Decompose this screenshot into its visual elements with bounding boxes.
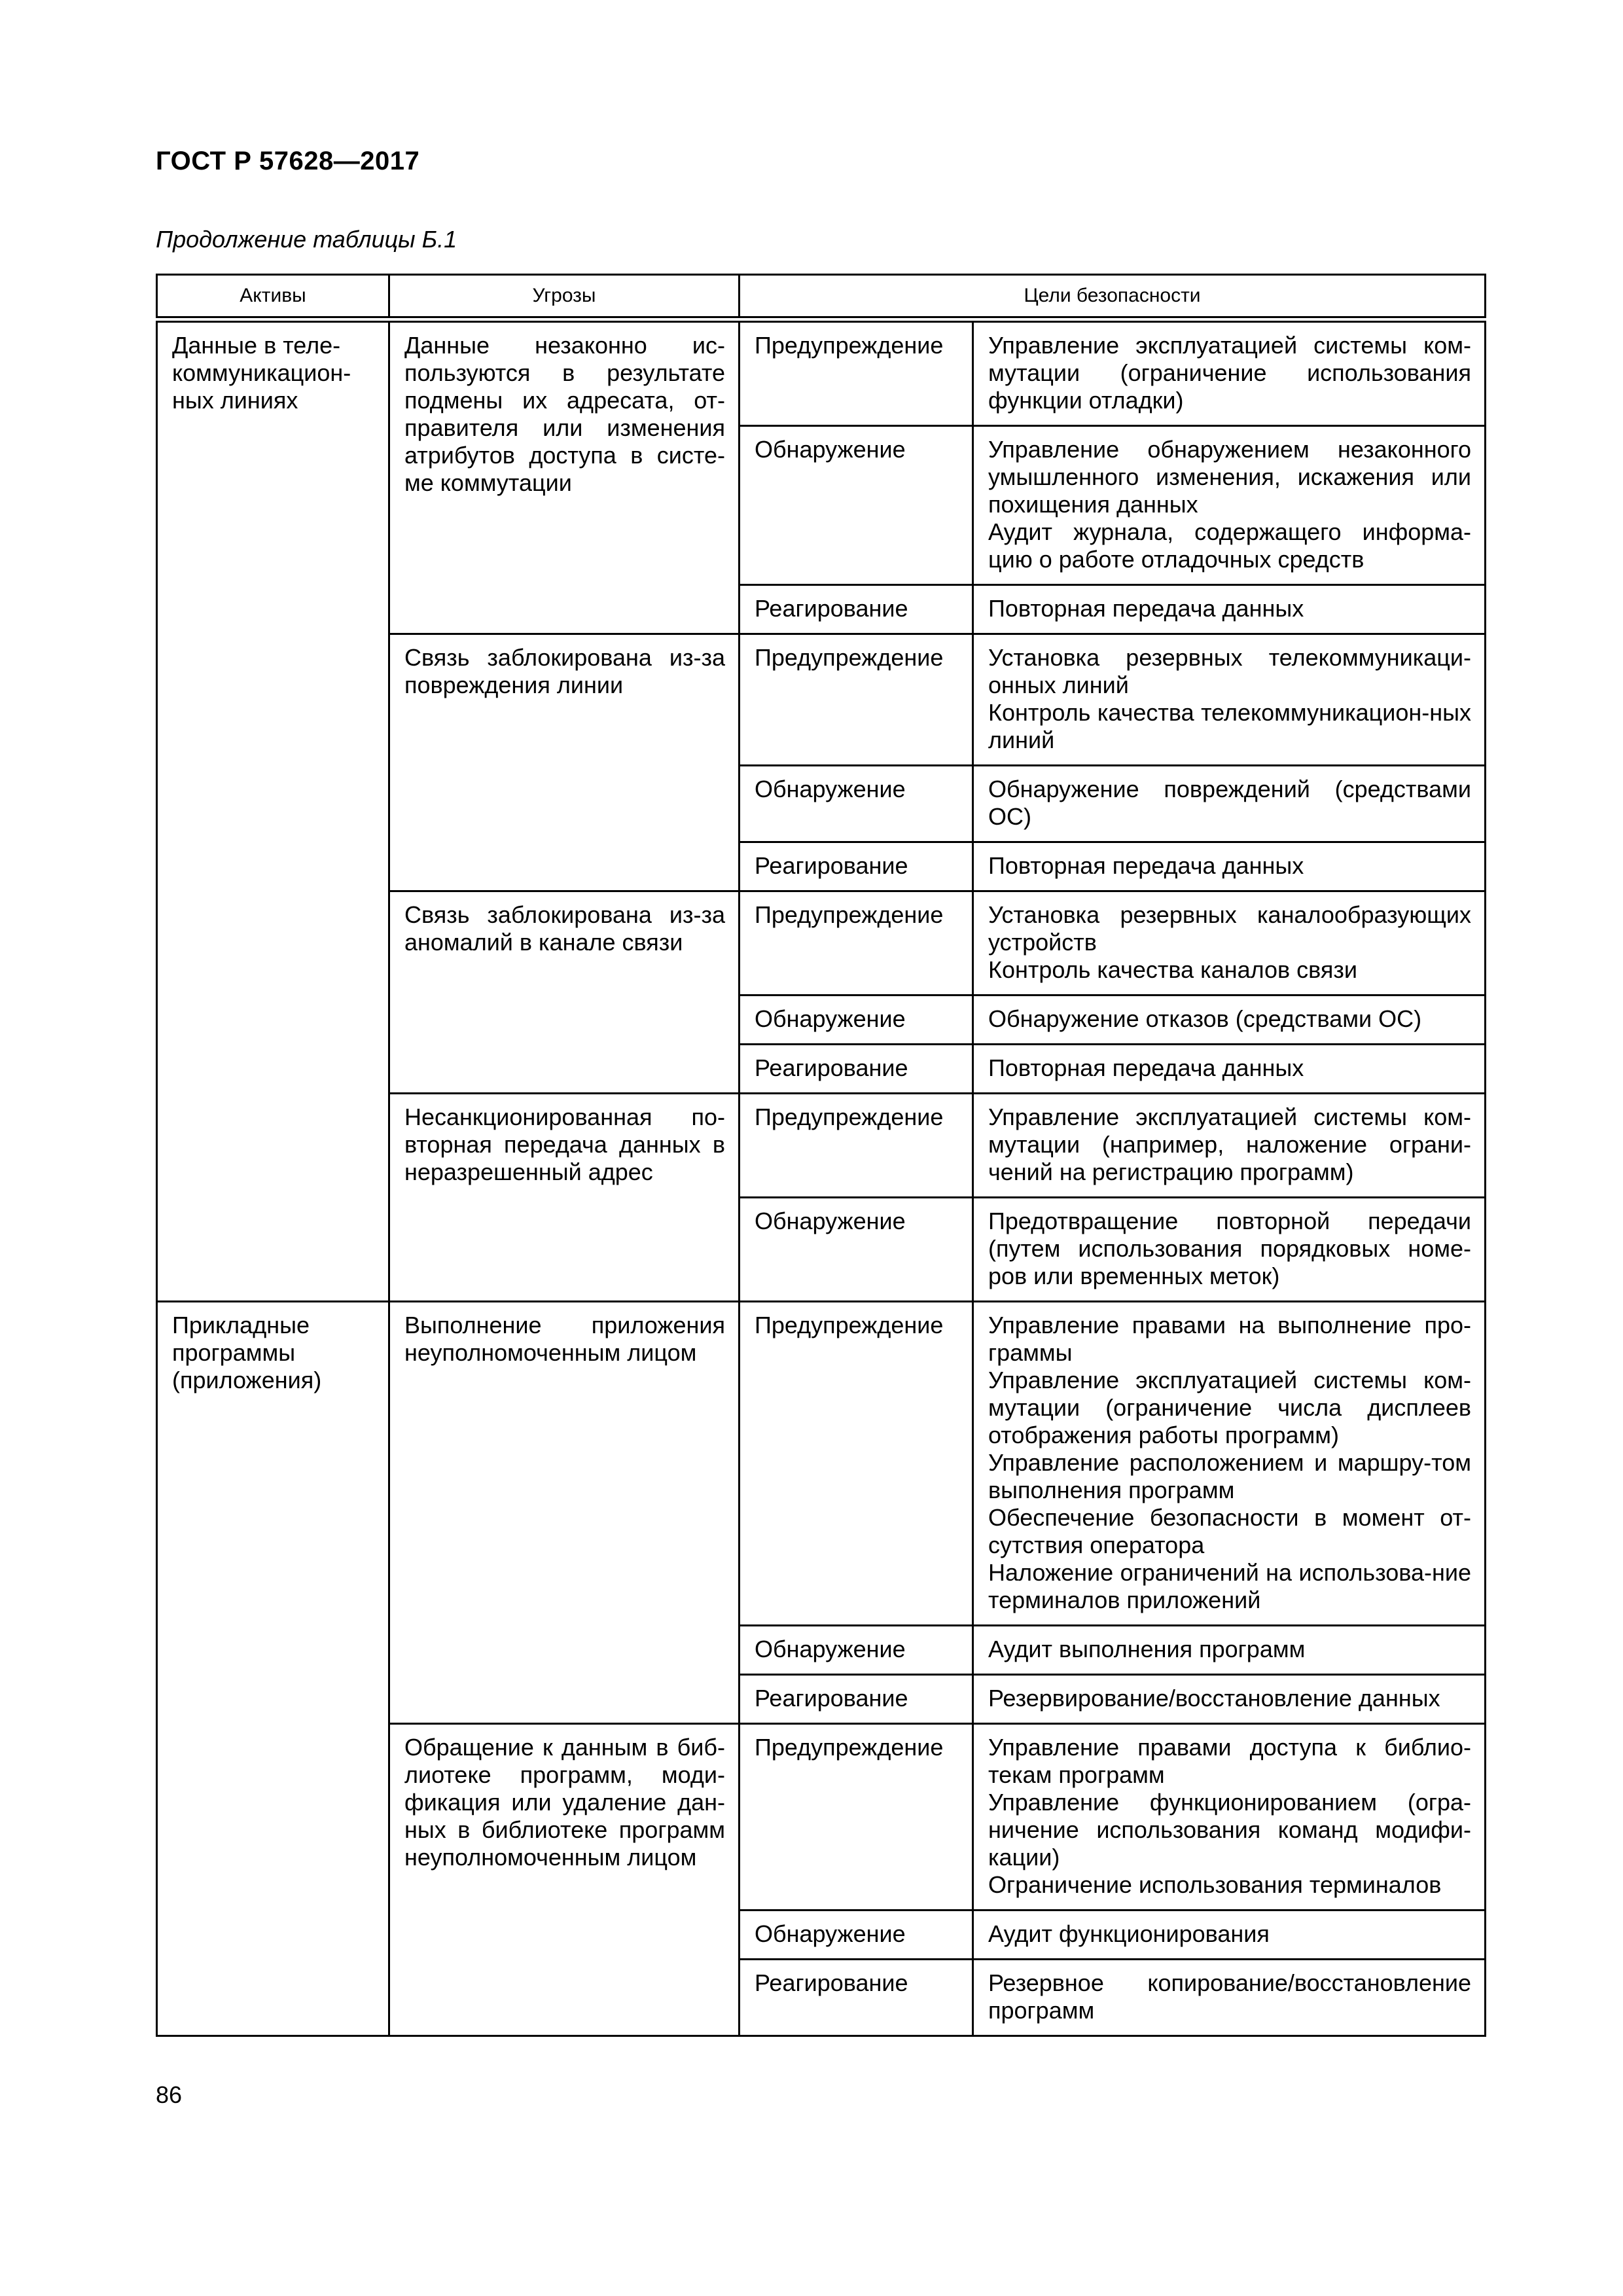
measure-item: Повторная передача данных [988,595,1304,622]
measure-item: Установка резервных телекоммуникаци-онных линий [988,644,1472,698]
measure-item: Обнаружение повреждений (средствами ОС) [988,776,1472,830]
measures-cell [973,319,1486,426]
measures-cell [973,1198,1486,1302]
goal-type-cell: Предупреждение [740,891,973,996]
measures-cell [973,426,1486,585]
measure-item: Управление правами на выполнение про-граммы [988,1312,1472,1366]
goal-type-cell: Предупреждение [740,319,973,426]
column-header-assets: Активы [157,275,389,320]
table-header-row [157,275,1486,320]
goal-type-cell: Реагирование [740,1960,973,2036]
measure-item: Обнаружение отказов (средствами ОС) [988,1005,1422,1032]
measures-cell [973,1626,1486,1675]
goal-type-cell: Предупреждение [740,1094,973,1198]
measure-item: Повторная передача данных [988,1054,1304,1081]
table-row [157,319,1486,426]
goal-type-cell: Обнаружение [740,1626,973,1675]
measure-item: Обеспечение безопасности в момент от-сутствия оператора [988,1504,1472,1558]
table-body [157,319,1486,2036]
measure-item: Аудит функционирования [988,1920,1270,1947]
table-caption: Продолжение таблицы Б.1 [156,226,457,253]
measure-item: Управление обнаружением незаконного умышленного изменения, искажения или похищения данных [988,436,1472,518]
asset-cell: Прикладные программы (приложения) [157,1302,389,2036]
measure-item: Повторная передача данных [988,852,1304,879]
measures-cell [973,1724,1486,1910]
column-header-threats: Угрозы [389,275,740,320]
goal-type-cell: Реагирование [740,1675,973,1724]
measures-cell [973,1045,1486,1094]
measure-item: Управление функционированием (огра-ничение использования команд модифи-кации) [988,1789,1472,1871]
threat-cell: Связь заблокирована из-за аномалий в канале связи [389,891,740,1094]
goal-type-cell: Обнаружение [740,996,973,1045]
measure-item: Контроль качества телекоммуникацион-ных линий [988,699,1472,753]
measures-cell [973,766,1486,842]
measure-item: Резервирование/восстановление данных [988,1685,1440,1712]
measure-item: Резервное копирование/восстановление программ [988,1969,1472,2024]
threat-cell: Обращение к данным в биб-лиотеке программ, моди-фикация или удаление дан-ных в библиотеке программ неуполномоченным лицом [389,1724,740,2036]
measure-item: Аудит выполнения программ [988,1636,1306,1662]
measures-cell [973,585,1486,634]
threat-cell: Данные незаконно ис-пользуются в результате подмены их адресата, от-правителя или изменения атрибутов доступа в систе-ме коммутации [389,319,740,634]
measure-item: Контроль качества каналов связи [988,956,1358,983]
measure-item: Предотвращение повторной передачи (путем использования порядковых номе-ров или временных меток) [988,1208,1472,1289]
measures-cell [973,1094,1486,1198]
measures-cell [973,996,1486,1045]
measure-item: Управление эксплуатацией системы ком-мутации (ограничение использования функции отладки) [988,332,1472,414]
goal-type-cell: Реагирование [740,1045,973,1094]
measure-item: Аудит журнала, содержащего информа-цию о работе отладочных средств [988,518,1472,573]
goal-type-cell: Предупреждение [740,1724,973,1910]
page-number: 86 [156,2081,183,2108]
measure-item: Установка резервных каналообразующих устройств [988,901,1472,956]
goal-type-cell: Реагирование [740,842,973,891]
measure-item: Наложение ограничений на использова-ние терминалов приложений [988,1559,1472,1613]
goal-type-cell: Реагирование [740,585,973,634]
measures-cell [973,1960,1486,2036]
goal-type-cell: Обнаружение [740,766,973,842]
goal-type-cell: Предупреждение [740,634,973,766]
measure-item: Управление расположением и маршру-том выполнения программ [988,1449,1472,1503]
threat-cell: Связь заблокирована из-за повреждения линии [389,634,740,891]
document-code: ГОСТ Р 57628—2017 [156,147,420,175]
measure-item: Управление правами доступа к библио-текам программ [988,1734,1472,1788]
goal-type-cell: Обнаружение [740,426,973,585]
table-row [157,1302,1486,1626]
measures-cell [973,1302,1486,1626]
threat-cell: Выполнение приложения неуполномоченным лицом [389,1302,740,1724]
measures-cell [973,1675,1486,1724]
threat-cell: Несанкционированная по-вторная передача данных в неразрешенный адрес [389,1094,740,1302]
measure-item: Ограничение использования терминалов [988,1871,1442,1898]
measures-cell [973,1910,1486,1960]
asset-cell: Данные в теле-коммуникацион-ных линиях [157,319,389,1302]
goal-type-cell: Обнаружение [740,1910,973,1960]
measure-item: Управление эксплуатацией системы ком-мутации (например, наложение ограни-чений на регистрацию программ) [988,1103,1472,1185]
measures-cell [973,842,1486,891]
measure-item: Управление эксплуатацией системы ком-мутации (ограничение числа дисплеев отображения работы программ) [988,1367,1472,1448]
measures-cell [973,634,1486,766]
column-header-security-goals: Цели безопасности [740,275,1486,320]
security-goals-table [156,274,1486,2037]
goal-type-cell: Обнаружение [740,1198,973,1302]
measures-cell [973,891,1486,996]
goal-type-cell: Предупреждение [740,1302,973,1626]
